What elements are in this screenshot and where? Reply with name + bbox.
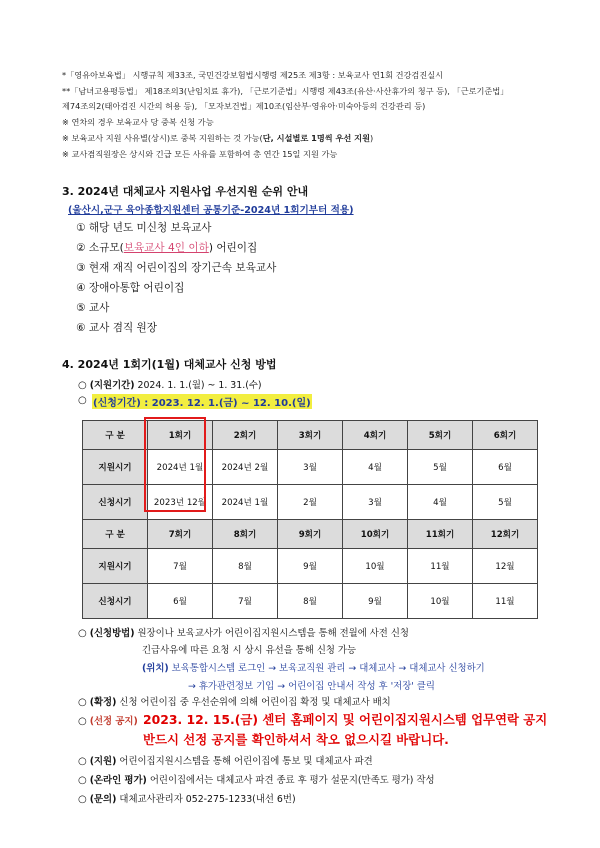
term-cell: 4회기	[343, 421, 408, 450]
table-cell: 9월	[278, 549, 343, 584]
table-cell: 5월	[473, 485, 538, 520]
table-cell: 11월	[473, 584, 538, 619]
inquiry: ○ (문의) 대체교사관리자 052-275-1233(내선 6번)	[78, 794, 296, 805]
term-cell: 6회기	[473, 421, 538, 450]
apply-period: (신청기간) : 2023. 12. 1.(금) ~ 12. 10.(일)	[92, 394, 312, 409]
section4-title: 4. 2024년 1회기(1월) 대체교사 신청 방법	[62, 358, 277, 371]
row-label-apply: 신청시기	[83, 584, 148, 619]
table-cell: 2월	[278, 485, 343, 520]
priority-item-4: ④ 장애아통합 어린이집	[76, 282, 185, 294]
section3-title: 3. 2024년 대체교사 지원사업 우선지원 순위 안내	[62, 185, 309, 198]
table-cell: 3월	[343, 485, 408, 520]
support-period: ○ (지원기간) 2024. 1. 1.(월) ~ 1. 31.(수)	[78, 380, 262, 391]
table-cell: 7월	[213, 584, 278, 619]
header-cell: 구 분	[83, 421, 148, 450]
system-location: (위치) 보육통합시스템 로그인 → 보육교직원 관리 → 대체교사 → 대체교사 신청하기	[142, 663, 485, 674]
term-cell: 8회기	[213, 520, 278, 549]
apply-period-bullet: ○	[78, 395, 87, 406]
term-cell: 7회기	[148, 520, 213, 549]
note-leave-laws-2: 제74조의2(태아검진 시간의 허용 등), 「모자보건법」제10조(임산부·영유아·미숙아등의 건강관리 등)	[62, 101, 426, 111]
announce-warning: 반드시 선정 공지를 확인하셔서 착오 없으시길 바랍니다.	[143, 732, 449, 747]
table-cell: 12월	[473, 549, 538, 584]
table-cell: 2024년 1월	[213, 485, 278, 520]
row-label-support: 지원시기	[83, 549, 148, 584]
apply-method-emergency: 긴급사유에 따른 요청 시 상시 유선을 통해 신청 가능	[142, 645, 357, 656]
table-cell: 4월	[408, 485, 473, 520]
note-health-check: *「영유아보육법」 시행규칙 제33조, 국민건강보험법시행령 제25조 제3항 : 보육교사 연1회 건강검진실시	[62, 70, 444, 80]
confirm-step: ○ (확정) 신청 어린이집 중 우선순위에 의해 어린이집 확정 및 대체교사 배치	[78, 697, 391, 708]
priority-item-5: ⑤ 교사	[76, 302, 110, 314]
table-cell: 6월	[148, 584, 213, 619]
term1-highlight-box	[144, 417, 206, 512]
table-header-row	[83, 520, 538, 549]
term-cell: 11회기	[408, 520, 473, 549]
table-cell: 7월	[148, 549, 213, 584]
online-evaluation: ○ (온라인 평가) 어린이집에서는 대체교사 파견 종료 후 평가 설문지(만족도 평가) 작성	[78, 775, 435, 786]
table-cell: 3월	[278, 450, 343, 485]
table-row	[83, 584, 538, 619]
apply-method: ○ (신청방법) 원장이나 보육교사가 어린이집지원시스템을 통해 전월에 사전 신청	[78, 628, 409, 639]
announce-date: 2023. 12. 15.(금) 센터 홈페이지 및 어린이집지원시스템 업무연락 공지	[143, 712, 548, 727]
table-cell: 8월	[278, 584, 343, 619]
priority-item-6: ⑥ 교사 겸직 원장	[76, 322, 158, 334]
note-duplicate-support: ※ 보육교사 지원 사유별(상시)로 중복 지원하는 것 가능(단, 시설별로 1명씩 우선 지원)	[62, 133, 374, 143]
note-annual-leave: ※ 연차의 경우 보육교사 당 중복 신청 가능	[62, 117, 214, 127]
priority-item-3: ③ 현재 재직 어린이집의 장기근속 보육교사	[76, 262, 277, 274]
announce-label: ○ (선정 공지)	[78, 716, 138, 727]
table-row	[83, 549, 538, 584]
table-cell: 11월	[408, 549, 473, 584]
row-label-apply: 신청시기	[83, 485, 148, 520]
table-cell: 5월	[408, 450, 473, 485]
term-cell: 3회기	[278, 421, 343, 450]
row-label-support: 지원시기	[83, 450, 148, 485]
note-leave-laws-1: **「남녀고용평등법」 제18조의3(난임치료 휴가), 「근로기준법」시행령 제43조(유산·사산휴가의 청구 등), 「근로기준법」	[62, 86, 509, 96]
priority-item-2: ② 소규모(보육교사 4인 이하) 어린이집	[76, 242, 258, 254]
table-cell: 10월	[343, 549, 408, 584]
section3-subtitle: (울산시,군구 육아종합지원센터 공통기준-2024년 1회기부터 적용)	[68, 205, 354, 216]
system-location-continued: → 휴가관련정보 기입 → 어린이집 안내서 작성 후 '저장' 클릭	[188, 681, 435, 692]
term-cell: 12회기	[473, 520, 538, 549]
term-cell: 9회기	[278, 520, 343, 549]
table-cell: 2024년 1월	[148, 450, 213, 485]
table-cell: 4월	[343, 450, 408, 485]
table-cell: 2023년 12월	[148, 485, 213, 520]
term-cell: 2회기	[213, 421, 278, 450]
note-director-limit: ※ 교사겸직원장은 상시와 긴급 모든 사유를 포함하여 총 연간 15일 지원 가능	[62, 149, 338, 159]
table-cell: 9월	[343, 584, 408, 619]
table-cell: 10월	[408, 584, 473, 619]
table-cell: 8월	[213, 549, 278, 584]
support-step: ○ (지원) 어린이집지원시스템을 통해 어린이집에 통보 및 대체교사 파견	[78, 756, 373, 767]
priority-item-1: ① 해당 년도 미신청 보육교사	[76, 222, 212, 234]
term-cell: 5회기	[408, 421, 473, 450]
header-cell: 구 분	[83, 520, 148, 549]
term-cell: 10회기	[343, 520, 408, 549]
table-cell: 6월	[473, 450, 538, 485]
term-cell: 1회기	[148, 421, 213, 450]
table-cell: 2024년 2월	[213, 450, 278, 485]
